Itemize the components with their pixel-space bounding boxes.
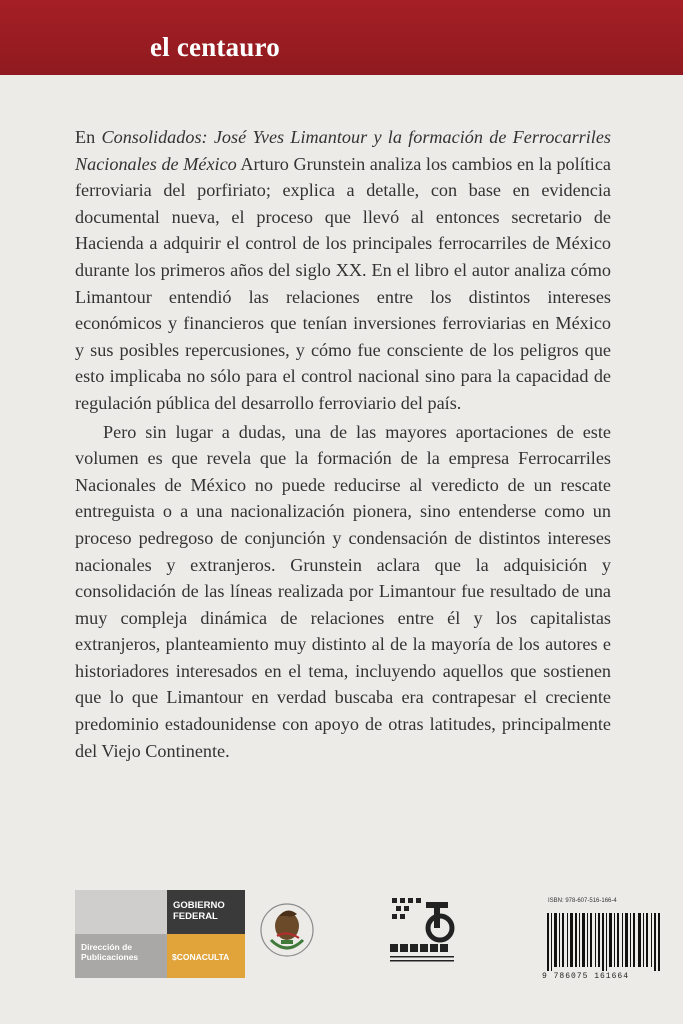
conaculta-text: CONACULTA: [176, 952, 230, 962]
gobierno-conaculta-logo: [167, 890, 245, 978]
isbn-label: ISBN: 978-607-516-166-4: [548, 898, 617, 904]
conaculta-prefix: $: [172, 952, 177, 962]
book-title: Consolidados: José Yves Limantour y la formación de Ferrocarriles Nacionales de México: [75, 127, 611, 174]
direccion-label: Dirección de Publicaciones: [81, 942, 139, 962]
publisher-logos: [75, 890, 325, 978]
direccion-publicaciones-logo: [75, 890, 167, 978]
mexican-seal-icon: [257, 896, 317, 968]
series-band: [0, 0, 683, 75]
back-cover-blurb: [75, 124, 611, 764]
blurb-paragraph-2: Pero sin lugar a dudas, una de las mayores aportaciones de este volumen es que revela que la formación de la empresa Ferrocarriles Nacionales de México no puede reducirse al veredicto de un rescate entreguista o a una nacionalización pionera, sino entenderse como un proceso pedregoso de conjunción y condensación de distintos intereses nacionales y extranjeros. Grunstein aclara que la adquisición y consolidación de las líneas realizada por Limantour fue resultado de una muy compleja dinámica de relaciones entre él y los capitalistas extranjeros, planteamiento muy distinto al de la mayoría de los autores e historiadores interesados en el tema, incluyendo aquellos que sostienen que lo que Limantour en verdad buscaba era contrapesar el creciente predominio estadounidense con apoyo de otras latitudes, principalmente del Viejo Continente.: [75, 421, 611, 761]
blurb-paragraph-1: [75, 124, 611, 417]
p1-prefix: En: [75, 127, 102, 147]
series-title: el centauro: [150, 32, 280, 62]
conaculta-label: [172, 952, 229, 962]
barcode-number: 9 786075 161664: [542, 972, 630, 981]
p1-text: Arturo Grunstein analiza los cambios en la política ferroviaria del porfiriato; explica a detalle, con base en evidencia documental nueva, el proceso que llevó al entonces secretario de Hacienda a adquirir el control de los principales ferrocarriles de México durante los primeros años del siglo XX. En el libro el autor analiza cómo Limantour entendió las relaciones entre los distintos intereses económicos y financieros que tenían inversiones ferroviarias en México y sus posibles repercusiones, y cómo fue consciente de los peligros que esto implicaba no sólo para el control nacional sino para la capacidad de regulación pública del desarrollo ferroviario del país.: [75, 153, 611, 413]
barcode-icon: [545, 913, 663, 971]
institute-logo-icon: [388, 892, 460, 976]
gobierno-federal-label: GOBIERNO FEDERAL: [173, 900, 225, 922]
